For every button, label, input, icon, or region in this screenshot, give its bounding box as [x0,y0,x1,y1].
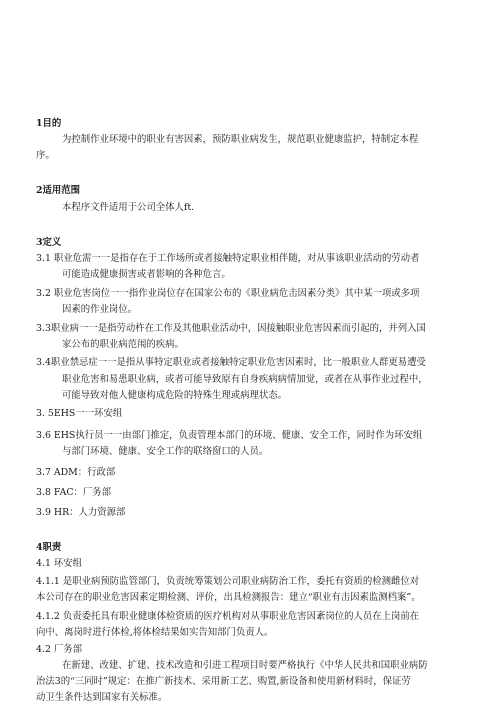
responsibility-4-2: 4.2 厂务部 [36,644,83,655]
definition-3-8: 3.8 FAC：厂务部 [36,487,112,498]
section-1-number: 1 [36,118,43,129]
responsibility-4-1-2-line-1: 4.1.2 负责委托具有职业健康体检资质的医疗机构对从事职业危害因紊岗位的人员在上岗前在 [36,611,420,622]
section-1-title: 目的 [42,118,62,129]
section-1-body-line-1: 为控制作业环境中的职业有害因素，预防职业病发生，规范职业健康监护，特制定本程 [62,134,419,145]
responsibility-4-2-line-2: 治法3的“三同时”规定：在推广新技术、采用新工艺、购置,新设备和使用新材料时，保证劳 [36,676,411,687]
responsibility-4-2-line-1: 在新建、改建、扩建、技术改造和引进工程项目时要严格执行《中华人民共和国职业病防 [62,660,428,671]
definition-3-2-line-2: 因素的作业岗位。 [62,304,138,315]
responsibility-4-1-1-line-2: 本公司存在的职业危害因素定期检测、评价，出具检测报告：建立“职业有击因素监测档案”。 [36,592,421,603]
section-3-title: 定义 [42,237,62,248]
definition-3-4-line-3: 可能导致对他人健康构成危险的特殊生理或病理状态。 [62,390,288,401]
definition-3-4-line-1: 3.4职业禁忌症一一是指从事特定职业或者接触特定职业危害因素时，比一般职业人群更易遭受 [36,357,426,368]
responsibility-4-1-2-line-2: 向中、离岗时进行体检,将体检结果如实告知部门负责人。 [36,627,274,638]
responsibility-4-2-line-3: 动卫生条件达到国家有关标准。 [36,692,168,703]
definition-3-6-line-1: 3.6 EHS执行员一一由部门推定，负责管理本部门的环境、健康、安全工作，同时作为环安组 [36,430,423,441]
responsibility-4-1-1-line-1: 4.1.1 是职业病预防监管部门，负责统筹策划公司职业病防治工作，委托有资质的检测雌位对 [36,576,420,587]
section-4-heading [36,540,61,555]
definition-3-7: 3.7 ADM：行政部 [36,467,116,478]
section-2-title: 适用范围 [42,185,81,196]
definition-3-3-line-2: 家公布的职业病范闱的疾病。 [62,339,184,350]
definition-3-3-line-1: 3.3职业病一一是指劳动杵在工作及其他职业活动中，因接触职业危害因素而引起的，并列入国 [36,323,426,334]
section-4-title: 职责 [42,542,62,553]
definition-3-4-line-2: 职业危害和易患职业病，或者可能导致原有自身疾病病情加觉，或者在从事作业过程中， [62,374,428,385]
section-2-body-line-1: 本程序文件适用于公司全体人ft. [62,202,195,213]
definition-3-1-line-1: 3.1 职业危需一一是指存在于工作场所或者接触特定职业相伴随，对从事该职业活动的劳动者 [36,253,420,264]
section-4-number: 4 [36,542,43,553]
section-1-body-line-2: 序。 [36,150,55,161]
definition-3-6-line-2: 与部门环境、健康、安全工作的联络窗口的人员。 [62,446,269,457]
section-1-heading [36,116,61,131]
section-3-heading [36,235,61,250]
definition-3-9: 3.9 HR：人力资源部 [36,507,126,518]
definition-3-1-line-2: 可能造成健康损害或者影响的各种危言。 [62,269,231,280]
definition-3-5: 3. 5EHS一一环安组 [36,408,123,419]
section-2-heading [36,183,80,198]
definition-3-2-line-1: 3.2 职业危害岗位一一指作业岗位存在国家公布的《职业病危击因素分类》其中某一项或多项 [36,288,420,299]
responsibility-4-1: 4.1 环安组 [36,558,83,569]
section-2-number: 2 [36,185,43,196]
section-3-number: 3 [36,237,43,248]
